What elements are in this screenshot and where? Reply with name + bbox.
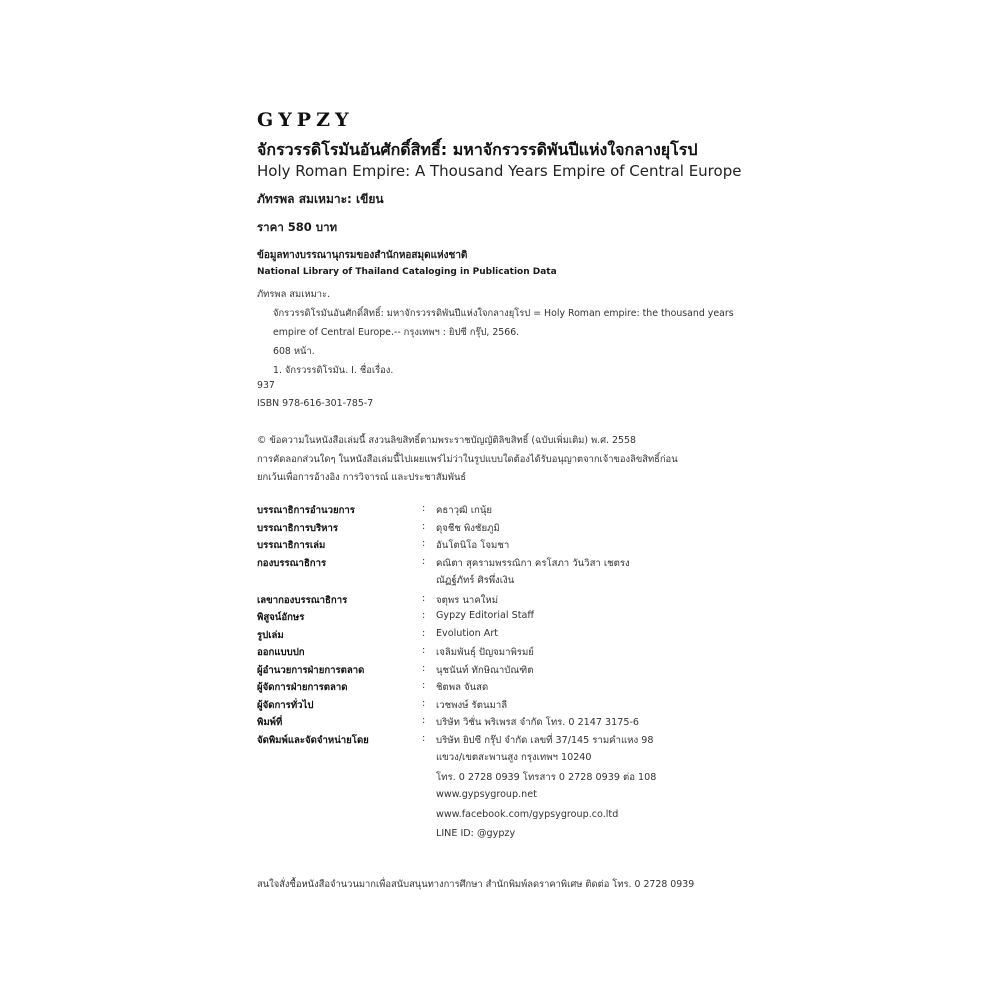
credit-value: ดุจชีช พิงชัยภูมิ: [436, 522, 500, 534]
cip-subject: 1. จักรวรรดิโรมัน. I. ชื่อเรื่อง.: [273, 365, 394, 376]
credit-row: [257, 789, 757, 809]
bulk-order-note: สนใจสั่งซื้อหนังสือจำนวนมากเพื่อสนับสนุนทางการศึกษา สำนักพิมพ์ลดราคาพิเศษ ติดต่อ โทร. 0 2728 0939: [257, 879, 695, 890]
copyright-line: ยกเว้นเพื่อการอ้างอิง การวิจารณ์ และประชาสัมพันธ์: [257, 472, 467, 483]
copyright-line: การคัดลอกส่วนใดๆ ในหนังสือเล่มนี้ไปเผยแพร่ไม่ว่าในรูปแบบใดต้องได้รับอนุญาตจากเจ้าของลิขสิทธิ์ก่อน: [257, 454, 678, 465]
cip-pages: 608 หน้า.: [273, 346, 315, 357]
credit-label: รูปเล่ม: [257, 629, 284, 641]
credit-row: กองบรรณาธิการ : คณิตา สุครามพรรณิกา ครโสภา วันวิสา เชตรง: [257, 555, 630, 569]
credit-row: บรรณาธิการเล่ม : อันโตนิโอ โจมชา: [257, 538, 510, 551]
credit-label: กองบรรณาธิการ: [257, 557, 327, 569]
credit-value: Evolution Art: [436, 627, 499, 639]
credit-row: [257, 750, 757, 770]
credit-value: จตุพร นาคใหม่: [436, 594, 499, 606]
credit-label: ผู้อำนวยการฝ่ายการตลาด: [257, 664, 365, 676]
credit-value: เจลิมพันธุ์ ปัญจมาพิรมย์: [436, 647, 534, 658]
book-title-english: Holy Roman Empire: A Thousand Years Empire of Central Europe: [257, 162, 742, 180]
credit-row: ผู้จัดการทั่วไป : เวชพงษ์ รัตนมาลี: [257, 697, 508, 711]
copyright-line: © ข้อความในหนังสือเล่มนี้ สงวนลิขสิทธิ์ตามพระราชบัญญัติลิขสิทธิ์ (ฉบับเพิ่มเติม) พ.ศ. 2558: [257, 435, 636, 446]
cip-imprint-line: empire of Central Europe.-- กรุงเทพฯ : ยิปซี กรุ๊ป, 2566.: [273, 327, 520, 338]
cip-isbn: ISBN 978-616-301-785-7: [257, 398, 374, 409]
credit-row: บรรณาธิการอำนวยการ : คธาวุฒิ เกนุ้ย: [257, 503, 493, 516]
publisher-facebook[interactable]: www.facebook.com/gypsygroup.co.ltd: [436, 808, 619, 820]
credit-label: เลขากองบรรณาธิการ: [257, 594, 348, 606]
credit-row: จัดพิมพ์และจัดจำหน่ายโดย : บริษัท ยิปซี กรุ๊ป จำกัด เลขที่ 37/145 รามคำแหง 98: [257, 732, 654, 746]
publisher-website[interactable]: www.gypsygroup.net: [436, 789, 537, 800]
credit-label: บรรณาธิการเล่ม: [257, 540, 326, 551]
credit-row: บรรณาธิการบริหาร : ดุจชีช พิงชัยภูมิ: [257, 520, 500, 534]
cip-heading-thai: ข้อมูลทางบรรณานุกรมของสำนักหอสมุดแห่งชาติ: [257, 250, 468, 261]
credit-label: พิสูจน์อักษร: [257, 612, 305, 623]
credit-row: พิสูจน์อักษร : Gypzy Editorial Staff: [257, 610, 534, 623]
credit-label: ออกแบบปก: [257, 647, 305, 658]
credit-label: ผู้จัดการทั่วไป: [257, 699, 314, 711]
credit-row: ออกแบบปก : เจลิมพันธุ์ ปัญจมาพิรมย์: [257, 645, 534, 658]
credit-value: คณิตา สุครามพรรณิกา ครโสภา วันวิสา เชตรง: [436, 557, 630, 569]
price-line: ราคา 580 บาท: [257, 220, 338, 234]
credit-value: บริษัท วิชั่น พริเพรส จำกัด โทร. 0 2147 3175-6: [436, 717, 640, 728]
credit-value: เวชพงษ์ รัตนมาลี: [436, 699, 508, 711]
credit-label: บรรณาธิการอำนวยการ: [257, 505, 355, 516]
credit-row: ผู้อำนวยการฝ่ายการตลาด : นุชนันท์ ทักษิณาบัณฑิต: [257, 662, 534, 676]
credit-row: [257, 573, 757, 593]
cip-classification: 937: [257, 380, 275, 391]
credit-row: [257, 828, 757, 848]
publisher-logo: GYPZY: [257, 109, 354, 131]
cip-title-line: จักรวรรดิโรมันอันศักดิ์สิทธิ์: มหาจักรวรรดิพันปีแห่งใจกลางยุโรป = Holy Roman empire: the thousand years: [273, 308, 734, 319]
credit-value: นุชนันท์ ทักษิณาบัณฑิต: [436, 664, 534, 676]
credit-value: Gypzy Editorial Staff: [436, 610, 534, 621]
credit-value: คธาวุฒิ เกนุ้ย: [436, 505, 493, 516]
credit-row: พิมพ์ที่ : บริษัท วิชั่น พริเพรส จำกัด โทร. 0 2147 3175-6: [257, 715, 640, 728]
credit-label: พิมพ์ที่: [257, 717, 283, 728]
credit-value: ณัฏฐ์ภัทร์ ศิรพึ่งเงิน: [436, 575, 515, 586]
credit-label: บรรณาธิการบริหาร: [257, 522, 338, 534]
credit-row: รูปเล่ม : Evolution Art: [257, 627, 499, 641]
publisher-line-id: LINE ID: @gypzy: [436, 828, 516, 839]
credit-value: แขวง/เขตสะพานสูง กรุงเทพฯ 10240: [436, 752, 592, 763]
author-line: ภัทรพล สมเหมาะ: เขียน: [257, 192, 384, 206]
credit-value: ชิตพล จันสด: [436, 682, 489, 693]
credit-row: [257, 809, 757, 829]
credit-label: ผู้จัดการฝ่ายการตลาด: [257, 682, 348, 693]
credit-value: โทร. 0 2728 0939 โทรสาร 0 2728 0939 ต่อ 108: [436, 771, 657, 783]
credit-row: ผู้จัดการฝ่ายการตลาด : ชิตพล จันสด: [257, 680, 489, 693]
credit-value: อันโตนิโอ โจมชา: [436, 540, 510, 551]
book-title-thai: จักรวรรดิโรมันอันศักดิ์สิทธิ์: มหาจักรวรรดิพันปีแห่งใจกลางยุโรป: [257, 140, 698, 159]
credit-row: เลขากองบรรณาธิการ : จตุพร นาคใหม่: [257, 592, 499, 606]
credit-value: บริษัท ยิปซี กรุ๊ป จำกัด เลขที่ 37/145 รามคำแหง 98: [436, 734, 654, 746]
credit-label: จัดพิมพ์และจัดจำหน่ายโดย: [257, 734, 369, 746]
credits-list: [257, 503, 757, 848]
cip-heading-english: National Library of Thailand Cataloging in Publication Data: [257, 267, 557, 277]
cip-author: ภัทรพล สมเหมาะ.: [257, 289, 331, 300]
credit-row: [257, 770, 757, 790]
